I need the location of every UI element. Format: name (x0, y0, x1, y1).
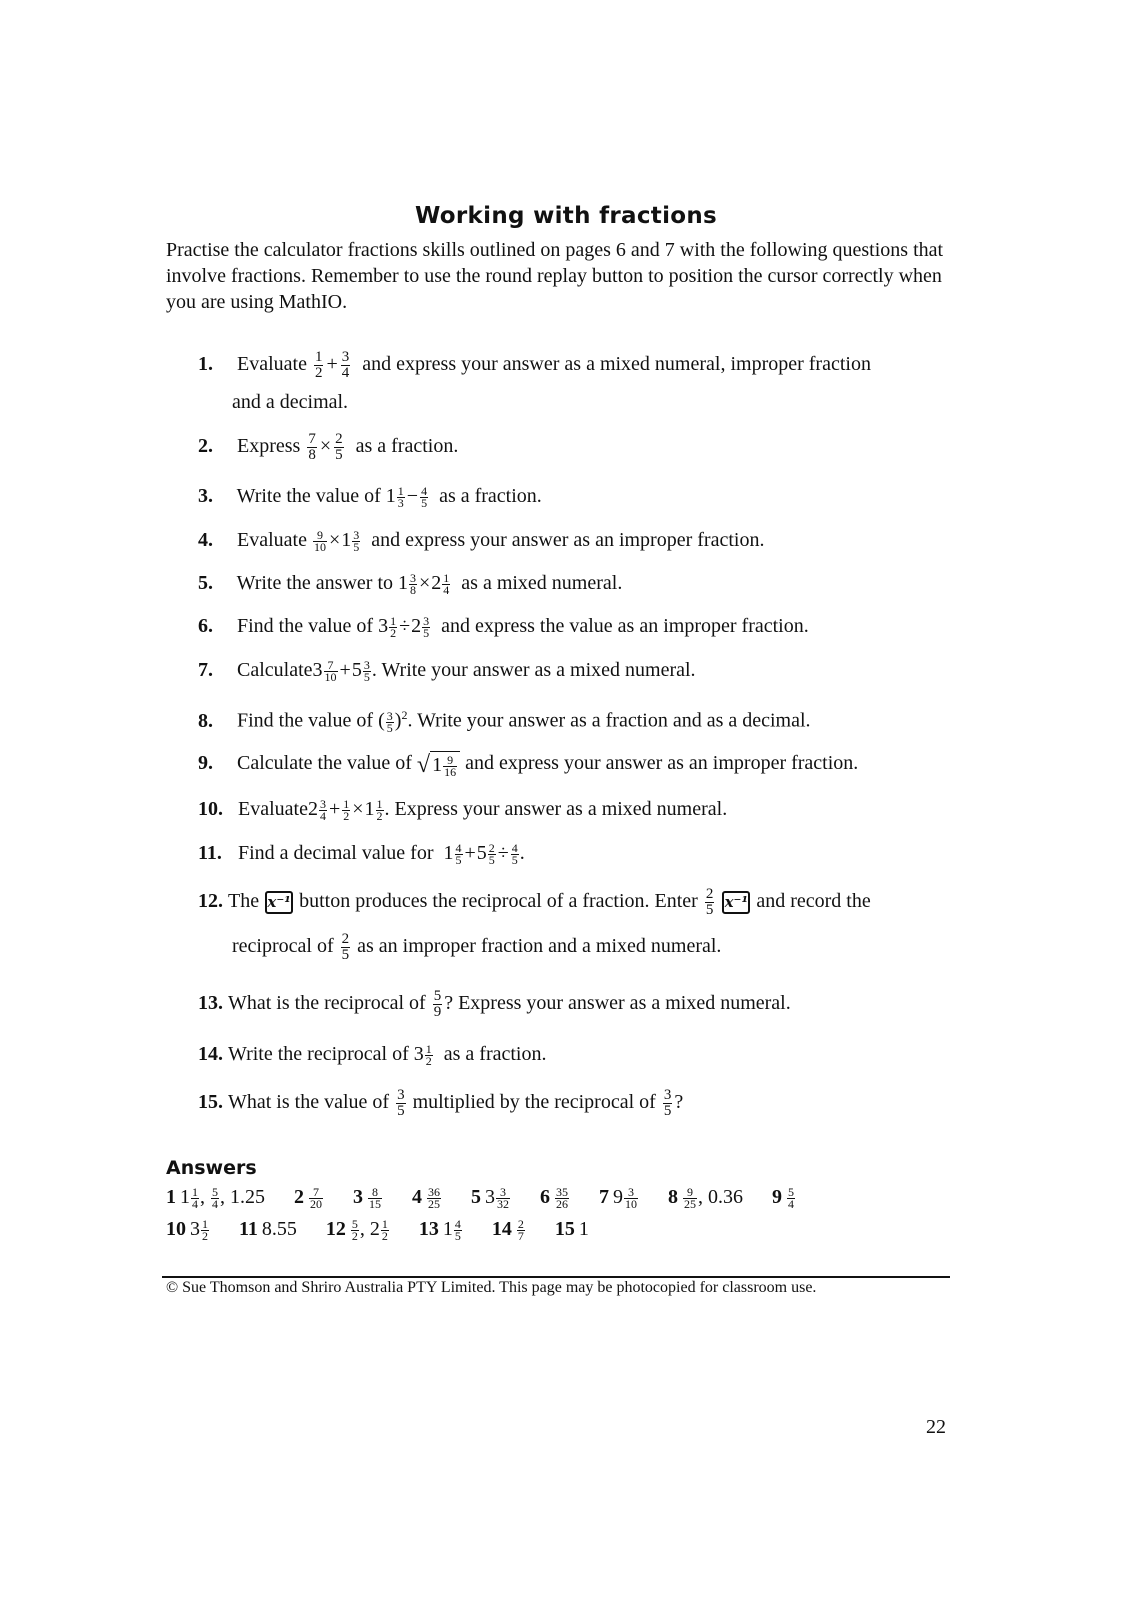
question-text: Write the reciprocal of (228, 1043, 409, 1065)
question-number: 5. (198, 572, 213, 594)
question-number: 8. (198, 709, 213, 732)
question-5 (198, 570, 622, 596)
question-text: Find the value of (237, 615, 374, 637)
question-text: Evaluate (237, 529, 307, 551)
question-text: . Write your answer as a fraction and as a decimal. (407, 709, 811, 732)
footer-divider (162, 1276, 950, 1278)
question-text: as a fraction. (439, 485, 542, 507)
whole-number: 2 (307, 798, 318, 820)
question-text: reciprocal of (232, 935, 334, 958)
question-number: 4. (198, 529, 213, 551)
whole-number: 2 (411, 615, 422, 637)
question-text: Find the value of (237, 709, 374, 732)
question-10 (198, 796, 727, 822)
fraction: $\frac{3}{5}$ (386, 708, 393, 735)
whole-number: 2 (431, 572, 442, 594)
fraction: $\frac{3}{5}$ (397, 1087, 405, 1119)
question-text: Calculate (237, 659, 313, 681)
fraction: $\frac{3}{8}$ (410, 570, 416, 597)
answers-heading: Answers (166, 1157, 257, 1179)
question-15 (198, 1088, 683, 1119)
fraction: $\frac{3}{4}$ (319, 796, 326, 823)
question-text: . (519, 842, 525, 864)
question-number: 15. (198, 1091, 223, 1114)
answer-9: 9 $\frac{5}{4}$ (772, 1184, 794, 1211)
question-number: 13. (198, 992, 223, 1015)
answer-3: 3 $\frac{8}{15}$ (353, 1184, 381, 1211)
question-text: and express your answer as an improper fraction. (465, 752, 859, 774)
question-number: 14. (198, 1043, 223, 1065)
question-2 (198, 432, 458, 463)
fraction: $\frac{1}{2}$ (425, 1041, 432, 1068)
whole-number: 1 (432, 754, 443, 777)
fraction: $\frac{1}{2}$ (314, 349, 323, 381)
question-text: as an improper fraction and a mixed numeral. (357, 935, 722, 958)
operator: + (326, 353, 338, 376)
fraction: $\frac{3}{5}$ (663, 1087, 672, 1119)
question-number: 12. (198, 890, 223, 913)
question-text: Find a decimal value for (238, 842, 434, 864)
fraction: $\frac{3}{5}$ (423, 613, 430, 640)
whole-number: 1 (341, 529, 352, 551)
question-text: ? Express your answer as a mixed numeral. (444, 992, 791, 1015)
operator: + (339, 659, 351, 681)
question-text: as a fraction. (355, 435, 459, 458)
whole-number: 1 (443, 842, 454, 864)
question-text: Evaluate (237, 353, 307, 376)
exponent: 2 (401, 708, 408, 722)
question-number: 6. (198, 615, 213, 637)
question-text: as a fraction. (443, 1043, 547, 1065)
whole-number: 5 (476, 842, 487, 864)
answer-14: 14 $\frac{2}{7}$ (491, 1216, 524, 1243)
fraction: $\frac{7}{8}$ (308, 431, 316, 463)
radical-sign: √ (416, 751, 431, 778)
question-9 (198, 750, 858, 778)
answer-7: 7 9 $\frac{3}{10}$ (599, 1184, 637, 1211)
whole-number: 5 (351, 659, 362, 681)
fraction: $\frac{3}{4}$ (341, 349, 350, 381)
question-text: and express your answer as a mixed numeral, improper fraction (362, 353, 871, 376)
operator: − (406, 485, 419, 507)
question-3 (198, 483, 542, 509)
fraction: $\frac{2}{5}$ (705, 886, 714, 918)
fraction: $\frac{9}{16}$ (444, 753, 457, 780)
fraction: $\frac{4}{5}$ (421, 483, 428, 510)
answer-5: 5 3 $\frac{3}{32}$ (471, 1184, 509, 1211)
question-text: The (228, 890, 260, 913)
fraction: $\frac{4}{5}$ (455, 840, 462, 867)
question-text: button produces the reciprocal of a fraction. Enter (299, 890, 698, 913)
question-text: What is the reciprocal of (228, 992, 426, 1015)
answer-2: 2 $\frac{7}{20}$ (294, 1184, 322, 1211)
question-13 (198, 989, 791, 1020)
answer-4: 4 $\frac{36}{25}$ (412, 1184, 440, 1211)
answer-11: 11 8.55 (239, 1218, 297, 1240)
operator: × (328, 529, 341, 551)
whole-number: 1 (385, 485, 396, 507)
copyright-notice: © Sue Thomson and Shriro Australia PTY Limited. This page may be photocopied for classroom use. (166, 1279, 817, 1296)
paren-close: ) (394, 709, 402, 732)
question-text: Express (237, 435, 301, 458)
answer-13: 13 1 $\frac{4}{5}$ (418, 1216, 461, 1243)
operator: + (464, 842, 476, 864)
question-text: Write the answer to (236, 572, 393, 594)
question-4 (198, 527, 764, 553)
paren-open: ( (378, 709, 385, 732)
answers-row-2 (166, 1218, 613, 1242)
operator: ÷ (497, 842, 509, 864)
page-title: Working with fractions (414, 203, 718, 229)
fraction: $\frac{7}{10}$ (324, 657, 337, 684)
reciprocal-key-icon: x⁻¹ (265, 891, 293, 914)
operator: + (328, 798, 341, 820)
question-number: 1. (198, 353, 213, 376)
question-14 (198, 1041, 547, 1067)
fraction: $\frac{1}{2}$ (390, 613, 397, 640)
operator: × (419, 572, 431, 594)
question-text: and express the value as an improper fraction. (441, 615, 809, 637)
fraction: $\frac{2}{5}$ (335, 431, 343, 463)
answer-8: 8 $\frac{9}{25}$ , 0.36 (668, 1184, 743, 1211)
whole-number: 3 (413, 1043, 424, 1065)
question-12-continued (198, 932, 721, 963)
answer-10: 10 3 $\frac{1}{2}$ (166, 1216, 208, 1243)
question-1 (198, 350, 871, 381)
fraction: $\frac{2}{5}$ (488, 840, 495, 867)
question-number: 7. (198, 659, 213, 681)
question-text: . Express your answer as a mixed numeral. (384, 798, 728, 820)
question-8 (198, 702, 811, 734)
question-text: as a mixed numeral. (461, 572, 623, 594)
operator: × (319, 435, 332, 458)
fraction: $\frac{1}{3}$ (397, 483, 404, 510)
whole-number: 3 (378, 615, 389, 637)
question-6 (198, 613, 809, 639)
fraction: $\frac{1}{4}$ (443, 570, 450, 597)
whole-number: 1 (364, 798, 375, 820)
answers-row-1 (166, 1186, 820, 1210)
question-text: What is the value of (228, 1091, 390, 1114)
question-number: 10. (198, 798, 223, 820)
question-1-continued: and a decimal. (232, 391, 349, 413)
question-number: 11. (198, 842, 222, 864)
question-text: and express your answer as an improper fraction. (371, 529, 765, 551)
page-number: 22 (926, 1416, 946, 1438)
answer-1: 1 1 $\frac{1}{4}$ , $\frac{5}{4}$ , 1.25 (166, 1184, 265, 1211)
answer-15: 15 1 (554, 1218, 589, 1240)
fraction: $\frac{9}{10}$ (313, 527, 326, 554)
fraction: $\frac{5}{9}$ (433, 988, 442, 1020)
question-number: 9. (198, 752, 213, 774)
whole-number: 3 (312, 659, 323, 681)
fraction: $\frac{4}{5}$ (511, 840, 518, 867)
question-text: ? (674, 1091, 684, 1114)
question-number: 3. (198, 485, 213, 507)
intro-paragraph: Practise the calculator fractions skills outlined on pages 6 and 7 with the following questions that involve fractions. Remember to use the round replay button to position the cursor correctly when you are using MathIO. (166, 239, 944, 313)
operator: × (352, 798, 364, 820)
question-number: 2. (198, 435, 213, 458)
question-12 (198, 887, 871, 918)
whole-number: 1 (398, 572, 408, 594)
fraction: $\frac{2}{5}$ (341, 931, 350, 963)
question-text: Calculate the value of (237, 752, 412, 774)
fraction: $\frac{1}{2}$ (376, 796, 383, 823)
question-11 (198, 840, 525, 866)
operator: ÷ (399, 615, 411, 637)
fraction: $\frac{1}{2}$ (343, 796, 350, 823)
question-text: multiplied by the reciprocal of (412, 1091, 656, 1114)
question-text: and record the (756, 890, 871, 913)
fraction: $\frac{3}{5}$ (353, 527, 360, 554)
question-text: Write the value of (236, 485, 381, 507)
question-text: . Write your answer as a mixed numeral. (371, 659, 696, 681)
question-text: Evaluate (238, 798, 308, 820)
square-root (417, 750, 460, 778)
answer-6: 6 $\frac{35}{26}$ (540, 1184, 568, 1211)
fraction: $\frac{3}{5}$ (363, 657, 370, 684)
question-7 (198, 657, 696, 683)
reciprocal-key-icon: x⁻¹ (722, 891, 750, 914)
answer-12: 12 $\frac{5}{2}$ , 2 $\frac{1}{2}$ (325, 1216, 388, 1243)
